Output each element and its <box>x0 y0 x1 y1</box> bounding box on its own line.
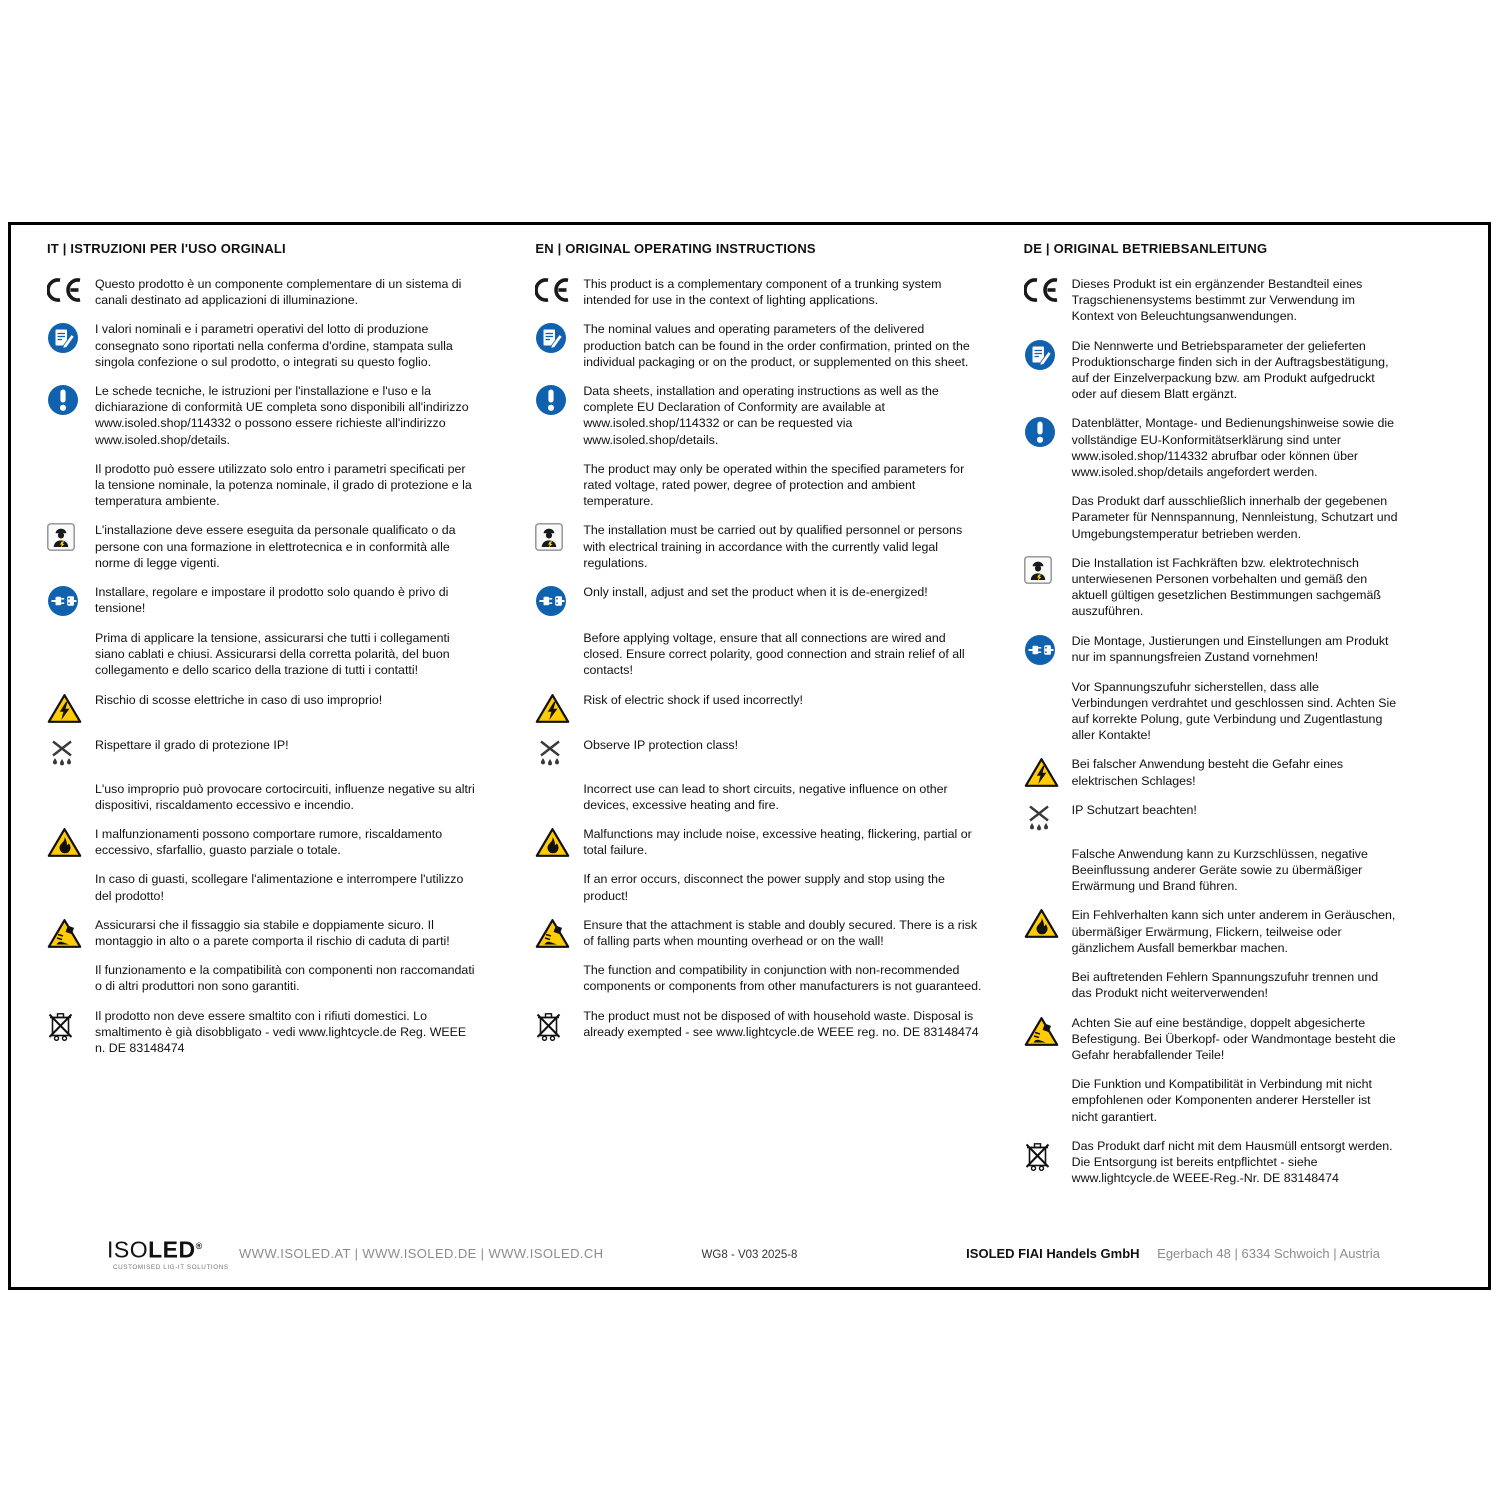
instruction-text: Data sheets, installation and operating instructions as well as the complete EU Declaration of Conformity are available at www.isoled.shop/114332 or can be requested via www.isoled.shop/details. <box>583 384 939 447</box>
instruction-item <box>47 781 497 813</box>
instruction-text: The product may only be operated within the specified parameters for rated voltage, rated power, degree of protection and ambient temperature. <box>583 461 965 509</box>
instruction-item <box>535 962 985 994</box>
falling-parts-warning-icon <box>47 917 95 949</box>
instruction-item <box>1024 679 1474 744</box>
instruction-text: Ein Fehlverhalten kann sich unter anderem in Geräuschen, übermäßiger Erwärmung, Flickern, teilweise oder gänzlichem Ausfall bemerkbar machen. <box>1071 908 1396 955</box>
instruction-item <box>535 692 985 724</box>
logo-led-text: LED <box>148 1237 196 1263</box>
instruction-item <box>535 1008 985 1042</box>
no-icon <box>535 461 583 510</box>
instruction-text: If an error occurs, disconnect the power supply and stop using the product! <box>583 872 945 903</box>
instruction-text: IP Schutzart beachten! <box>1071 802 1197 817</box>
no-icon <box>47 781 95 813</box>
instruction-item <box>47 584 497 617</box>
instruction-text: Questo prodotto è un componente complementare di un sistema di canali destinato ad applicazioni di illuminazione. <box>95 277 462 308</box>
instruction-item <box>535 461 985 510</box>
instruction-item <box>535 276 985 308</box>
instruction-item <box>1024 756 1474 788</box>
column-header-en: EN | ORIGINAL OPERATING INSTRUCTIONS <box>535 241 816 256</box>
instruction-item <box>47 461 497 510</box>
instruction-item <box>47 962 497 994</box>
instruction-item <box>535 871 985 903</box>
document-code: WG8 - V03 2025-8 <box>701 1249 798 1261</box>
instruction-item <box>1024 1015 1474 1064</box>
production-batch-icon <box>47 321 95 370</box>
no-icon <box>535 871 583 903</box>
ip-protection-icon <box>47 737 95 768</box>
instruction-text: Assicurarsi che il fissaggio sia stabile e doppiamente sicuro. Il montaggio in alto o a parete comporta il rischio di caduta di parti! <box>95 917 450 949</box>
instruction-text: I malfunzionamenti possono comportare rumore, riscaldamento eccessivo, sfarfallio, guasto parziale o totale. <box>95 827 443 858</box>
info-icon <box>47 383 95 448</box>
instruction-item <box>47 737 497 768</box>
instruction-text: In caso di guasti, scollegare l'alimentazione e interrompere l'utilizzo del prodotto! <box>95 872 464 903</box>
instruction-item <box>1024 969 1474 1001</box>
instruction-text: Rispettare il grado di protezione IP! <box>95 737 289 752</box>
ce-mark-icon <box>47 276 95 308</box>
instruction-text: Prima di applicare la tensione, assicurarsi che tutti i collegamenti siano cablati e chiusi. Assicurarsi della corretta polarità, del buon collegamento e dello scarico della trazione di tutti i contatti! <box>95 631 450 678</box>
instruction-text: Ensure that the attachment is stable and doubly secured. There is a risk of falling parts when mounting overhead or on the wall! <box>583 917 978 949</box>
no-icon <box>47 871 95 903</box>
instruction-item <box>535 826 985 858</box>
instruction-item <box>47 826 497 858</box>
instruction-item <box>1024 1138 1474 1187</box>
electrician-icon <box>1024 555 1072 620</box>
instruction-item <box>535 321 985 370</box>
instruction-item <box>1024 415 1474 480</box>
instruction-text: Datenblätter, Montage- und Bedienungshinweise sowie die vollständige EU-Konformitätserklärung sind unter www.isoled.shop/114332 abrufbar oder können über www.isoled.shop/details angefordert werden. <box>1071 416 1395 480</box>
instruction-text: I valori nominali e i parametri operativi del lotto di produzione consegnato sono riportati nella conferma d'ordine, stampata sulla singola confezione o sul prodotto, o integrati su questo foglio. <box>95 322 453 369</box>
instruction-item <box>1024 276 1474 325</box>
weee-disposal-icon <box>1024 1138 1072 1187</box>
no-icon <box>1024 679 1072 744</box>
instruction-item <box>535 383 985 448</box>
no-icon <box>1024 969 1072 1001</box>
logo-tagline-text: CUSTOMISED LIG-IT SOLUTIONS <box>113 1264 229 1271</box>
instruction-item <box>535 630 985 679</box>
instruction-text: Die Montage, Justierungen und Einstellungen am Produkt nur im spannungsfreien Zustand vornehmen! <box>1071 633 1389 664</box>
instruction-text: The product must not be disposed of with household waste. Disposal is already exempted - see www.lightcycle.de WEEE reg. no. DE 83148474 <box>583 1008 979 1039</box>
instruction-text: Achten Sie auf eine beständige, doppelt abgesicherte Befestigung. Bei Überkopf- oder Wandmontage besteht die Gefahr herabfallender Teile! <box>1071 1015 1396 1062</box>
instruction-text: Rischio di scosse elettriche in caso di uso improprio! <box>95 692 383 707</box>
instruction-text: Il funzionamento e la compatibilità con componenti non raccomandati o di altri produttori non sono garantiti. <box>95 963 475 994</box>
instruction-item <box>1024 493 1474 542</box>
instruction-text: The nominal values and operating parameters of the delivered production batch can be found in the order confirmation, printed on the individual packaging or on the product, or supplemented on this sheet. <box>583 322 970 369</box>
fire-hazard-warning-icon <box>535 826 583 858</box>
electric-shock-warning-icon <box>1024 756 1072 788</box>
instruction-item <box>535 584 985 617</box>
footer-websites: WWW.ISOLED.AT | WWW.ISOLED.DE | WWW.ISOLED.CH <box>239 1246 604 1261</box>
no-icon <box>1024 846 1072 895</box>
column-de <box>994 241 1482 1199</box>
instruction-text: The installation must be carried out by qualified personnel or persons with electrical training in accordance with the currently valid legal regulations. <box>583 523 963 570</box>
falling-parts-warning-icon <box>535 917 583 949</box>
instruction-text: Dieses Produkt ist ein ergänzender Bestandteil eines Tragschienensystems bestimmt zur Verwendung im Kontext von Beleuchtungsanwendungen. <box>1071 277 1363 324</box>
instruction-text: Observe IP protection class! <box>583 737 739 752</box>
instruction-text: Falsche Anwendung kann zu Kurzschlüssen, negative Beeinflussung anderer Geräte sowie zu übermäßiger Erwärmung und Brand führen. <box>1071 846 1368 894</box>
instruction-text: Il prodotto non deve essere smaltito con i rifiuti domestici. Lo smaltimento è già disobbligato - vedi www.lightcycle.de Reg. WEEE n. DE 83148474 <box>95 1008 467 1056</box>
no-icon <box>535 630 583 679</box>
production-batch-icon <box>535 321 583 370</box>
instruction-item <box>1024 338 1474 403</box>
instruction-text: Incorrect use can lead to short circuits, negative influence on other devices, excessive heating and fire. <box>583 781 948 812</box>
instruction-text: The function and compatibility in conjunction with non-recommended components or components from other manufacturers is not guaranteed. <box>583 963 982 994</box>
ce-mark-icon <box>1024 276 1072 325</box>
column-header-de: DE | ORIGINAL BETRIEBSANLEITUNG <box>1023 241 1268 256</box>
ip-protection-icon <box>1024 802 1072 833</box>
instruction-item <box>47 917 497 949</box>
instruction-text: Das Produkt darf ausschließlich innerhalb der gegebenen Parameter für Nennspannung, Nennleistung, Schutzart und Umgebungstemperatur betrieben werden. <box>1071 494 1398 541</box>
isoled-logo <box>107 1234 227 1271</box>
instruction-item <box>535 522 985 571</box>
instruction-text: Le schede tecniche, le istruzioni per l'installazione e l'uso e la dichiarazione di conformità UE completa sono disponibili all'indirizzo www.isoled.shop/114332 o possono essere richieste all'indirizzo www.isoled.shop/details. <box>95 384 469 447</box>
instruction-item <box>47 1008 497 1057</box>
footer <box>11 1227 1488 1273</box>
company-info <box>966 1246 1380 1261</box>
de-energized-icon <box>47 584 95 617</box>
instruction-item <box>47 871 497 903</box>
instruction-item <box>1024 846 1474 895</box>
instruction-item <box>1024 802 1474 833</box>
registered-trademark-icon: ® <box>195 1241 203 1252</box>
instruction-text: Vor Spannungszufuhr sicherstellen, dass alle Verbindungen verdrahtet und geschlossen sind. Achten Sie auf korrekte Polung, gute Verbindung und Zugentlastung aller Kontakte! <box>1071 679 1397 743</box>
electric-shock-warning-icon <box>535 692 583 724</box>
falling-parts-warning-icon <box>1024 1015 1072 1064</box>
no-icon <box>47 630 95 679</box>
company-address: Egerbach 48 | 6334 Schwoich | Austria <box>1157 1246 1380 1261</box>
no-icon <box>1024 493 1072 542</box>
weee-disposal-icon <box>535 1008 583 1042</box>
instruction-text: Bei falscher Anwendung besteht die Gefahr eines elektrischen Schlages! <box>1071 757 1344 788</box>
electrician-icon <box>535 522 583 571</box>
instruction-text: Die Installation ist Fachkräften bzw. elektrotechnisch unterwiesenen Personen vorbehalten und gemäß den aktuell gültigen gesetzlichen Bestimmungen sachgemäß auszuführen. <box>1071 555 1381 619</box>
electric-shock-warning-icon <box>47 692 95 724</box>
instruction-text: Bei auftretenden Fehlern Spannungszufuhr trennen und das Produkt nicht weiterverwenden! <box>1071 970 1379 1001</box>
instruction-text: Malfunctions may include noise, excessive heating, flickering, partial or total failure. <box>583 827 972 858</box>
info-icon <box>1024 415 1072 480</box>
instruction-text: Installare, regolare e impostare il prodotto solo quando è privo di tensione! <box>95 585 449 616</box>
column-header-it: IT | ISTRUZIONI PER l'USO ORGINALI <box>47 241 286 256</box>
no-icon <box>47 461 95 510</box>
instruction-text: This product is a complementary component of a trunking system intended for use in the context of lighting applications. <box>583 277 942 308</box>
no-icon <box>1024 1076 1072 1125</box>
weee-disposal-icon <box>47 1008 95 1057</box>
instruction-text: Before applying voltage, ensure that all connections are wired and closed. Ensure correct polarity, good connection and strain relief of all contacts! <box>583 631 965 678</box>
instruction-text: Only install, adjust and set the product when it is de-energized! <box>583 585 928 600</box>
instruction-item <box>535 781 985 813</box>
instruction-text: Il prodotto può essere utilizzato solo entro i parametri specificati per la tensione nominale, la potenza nominale, il grado di protezione e la temperatura ambiente. <box>95 461 472 509</box>
logo-wordmark <box>107 1234 227 1262</box>
instruction-text: Risk of electric shock if used incorrectly! <box>583 692 803 707</box>
instruction-item <box>1024 907 1474 956</box>
instruction-item <box>47 692 497 724</box>
electrician-icon <box>47 522 95 571</box>
logo-iso-text: ISO <box>107 1237 149 1263</box>
instruction-text: Das Produkt darf nicht mit dem Hausmüll entsorgt werden. Die Entsorgung ist bereits entpflichtet - siehe www.lightcycle.de WEEE-Reg.-Nr. DE 83148474 <box>1071 1138 1393 1186</box>
ip-protection-icon <box>535 737 583 768</box>
instruction-item <box>535 917 985 949</box>
instruction-item <box>47 383 497 448</box>
instruction-item <box>47 321 497 370</box>
fire-hazard-warning-icon <box>1024 907 1072 956</box>
instruction-item <box>47 276 497 308</box>
no-icon <box>535 962 583 994</box>
instruction-item <box>1024 555 1474 620</box>
column-en <box>505 241 993 1199</box>
production-batch-icon <box>1024 338 1072 403</box>
info-icon <box>535 383 583 448</box>
company-name: ISOLED FIAI Handels GmbH <box>966 1246 1140 1261</box>
instruction-item <box>1024 1076 1474 1125</box>
instruction-sheet <box>8 222 1491 1290</box>
instruction-item <box>535 737 985 768</box>
instruction-item <box>47 522 497 571</box>
logo-tagline <box>107 1264 227 1271</box>
instruction-text: L'installazione deve essere eseguita da personale qualificato o da persone con una formazione in elettrotecnica e in conformità alle norme di legge vigenti. <box>95 523 456 570</box>
instruction-text: L'uso improprio può provocare cortocircuiti, influenze negative su altri dispositivi, riscaldamento eccessivo e incendio. <box>95 781 475 812</box>
instruction-text: Die Nennwerte und Betriebsparameter der gelieferten Produktionscharge finden sich in der Auftragsbestätigung, auf der Einzelverpackung bzw. am Produkt aufgedruckt oder auf diesem Blatt ergänzt. <box>1071 338 1389 402</box>
de-energized-icon <box>535 584 583 617</box>
language-columns <box>11 225 1488 1199</box>
no-icon <box>47 962 95 994</box>
fire-hazard-warning-icon <box>47 826 95 858</box>
de-energized-icon <box>1024 633 1072 666</box>
instruction-item <box>47 630 497 679</box>
instruction-item <box>1024 633 1474 666</box>
ce-mark-icon <box>535 276 583 308</box>
no-icon <box>535 781 583 813</box>
instruction-text: Die Funktion und Kompatibilität in Verbindung mit nicht empfohlenen oder Komponenten anderer Hersteller ist nicht garantiert. <box>1071 1077 1372 1124</box>
column-it <box>17 241 505 1199</box>
